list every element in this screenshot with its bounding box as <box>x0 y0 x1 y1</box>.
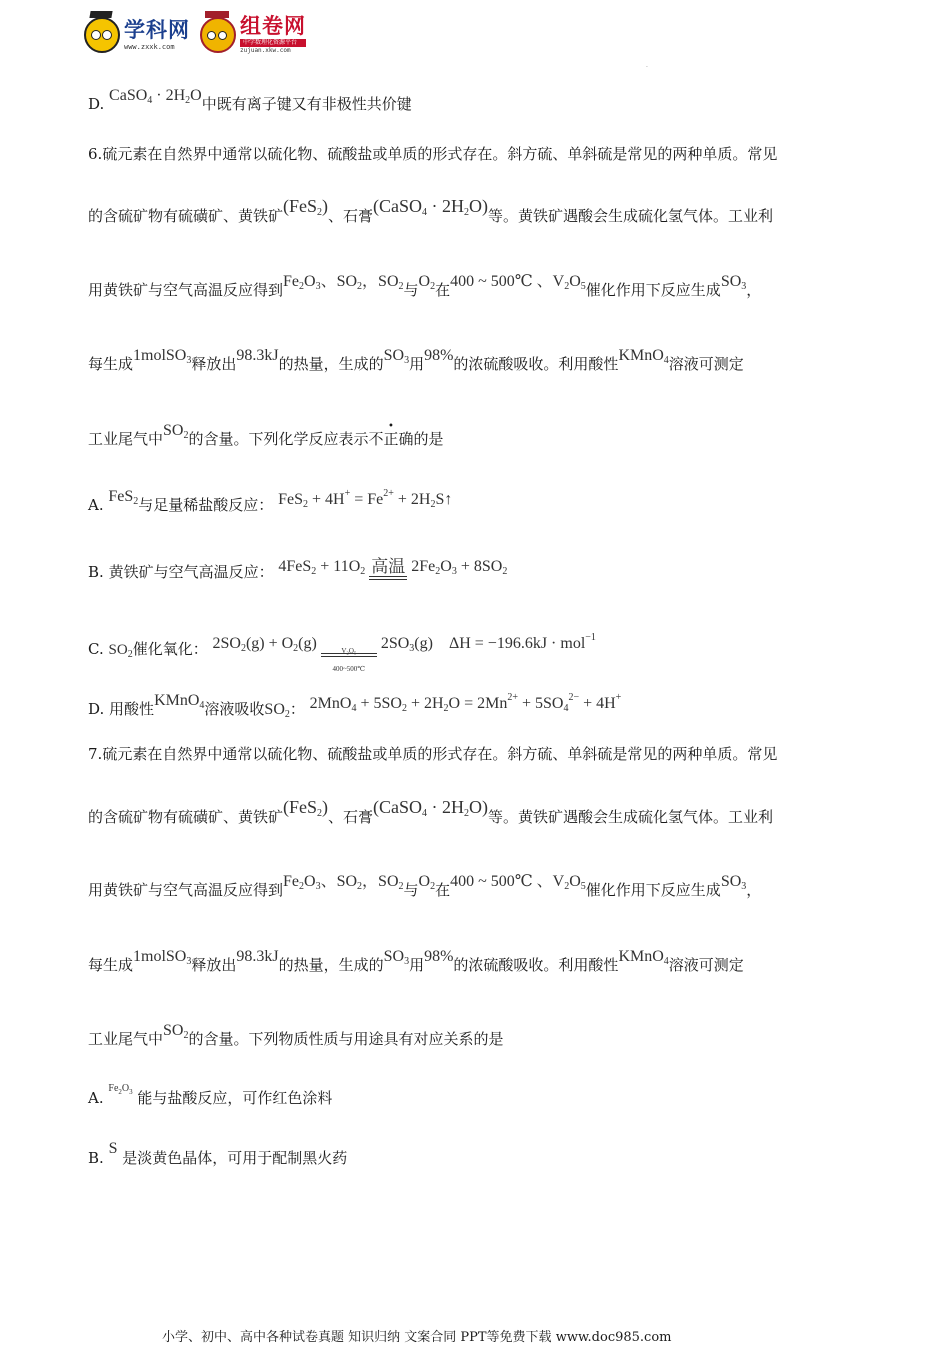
q7-stem-line5 <box>88 1022 504 1055</box>
formula-1molso3: 1molSO$_3$ <box>133 347 192 366</box>
q6-stem-line2 <box>88 196 774 232</box>
q7-option-a <box>88 1083 333 1114</box>
formula-1molso3: 1molSO$_3$ <box>133 948 192 967</box>
equation-d: $2MnO_4 + 5SO_2 + 2H_2O = 2Mn^{2+} + 5SO_4^{2-} + 4H^+$ <box>309 692 622 714</box>
option-text: 能与盐酸反应，可作红色涂料 <box>137 1089 333 1107</box>
reaction-condition: 高温 <box>371 557 406 577</box>
option-text: 与足量稀盐酸反应： <box>138 496 274 514</box>
option-label: C. <box>88 640 104 658</box>
formula-heat: 98.3kJ <box>236 347 279 364</box>
option-label: A. <box>88 1089 104 1107</box>
formula-fe2o3: Fe2O3 <box>108 1083 133 1096</box>
logo1-name: 学科网 <box>124 17 190 42</box>
stem-text: 催化作用下反应生成 <box>585 281 721 299</box>
stem-text: 等。黄铁矿遇酸会生成硫化氢气体。工业利 <box>488 808 774 826</box>
formula-fe2o3-so2: $Fe_2O_3$、$SO_2$，$SO_2$ <box>283 273 404 292</box>
logo2-url: zujuan.xkw.com <box>240 47 291 54</box>
q6-option-a <box>88 490 452 521</box>
stem-text: 硫元素在自然界中通常以硫化物、硫酸盐或单质的形式存在。斜方硫、单斜硫是常见的两种单质。常见 <box>102 745 778 763</box>
formula-o2: $O_2$ <box>418 273 436 292</box>
question-number: 6. <box>88 145 103 163</box>
stem-text: 用黄铁矿与空气高温反应得到 <box>88 881 284 899</box>
dot-mark: . <box>646 62 648 69</box>
stem-text: 工业尾气中 <box>88 1030 164 1048</box>
option-text: 是淡黄色晶体，可用于配制黑火药 <box>122 1149 348 1167</box>
formula-condition: 400 ~ 500℃ 、$V_2O_5$ <box>450 873 586 892</box>
equation-a: $FeS_2 + 4H^+ = Fe^{2+}$ + $2H_2S↑$ <box>278 488 453 510</box>
stem-text: 用 <box>409 956 425 974</box>
formula-heat: 98.3kJ <box>236 948 279 965</box>
formula-so2: $SO_2$ <box>163 422 189 441</box>
stem-text: 等。黄铁矿遇酸会生成硫化氢气体。工业利 <box>488 207 774 225</box>
formula-fe2o3-so2: $Fe_2O_3$、$SO_2$，$SO_2$ <box>283 873 404 892</box>
catalyst-label: V₂O₅ <box>341 647 357 655</box>
formula-fes2: (FeS$_2$) <box>283 196 329 218</box>
formula-so2: $SO_2$ <box>163 1022 189 1041</box>
stem-text: 每生成 <box>88 956 134 974</box>
option-label: D. <box>88 700 105 718</box>
equation-c: $2SO_2(g) + O_2(g)$ $\frac{\text{V₂O₅}}{400\sim 500℃}$ $2SO_3(g)$ ΔH = −196.6kJ · mol$^{-1}$ <box>212 635 595 652</box>
option-text: 用酸性 <box>109 700 155 718</box>
logo2-name: 组卷网 <box>240 14 306 38</box>
option-text: ： <box>289 700 305 718</box>
q7-stem-line3 <box>88 873 762 906</box>
stem-text: 的含量。下列物质性质与用途具有对应关系的是 <box>188 1030 504 1048</box>
question-number: 7. <box>88 745 103 763</box>
stem-text: 释放出 <box>191 956 237 974</box>
stem-text: 用 <box>409 355 425 373</box>
option-label: D. <box>88 95 105 113</box>
formula-so3: $SO_3$ <box>383 948 410 967</box>
q7-stem-line2 <box>88 797 774 833</box>
stem-text: 每生成 <box>88 355 134 373</box>
formula-o2: $O_2$ <box>418 873 436 892</box>
formula-s: S <box>108 1140 118 1157</box>
formula-gypsum: (CaSO$_4$ · $2H_2O$) <box>373 797 489 819</box>
q7-stem-line1 <box>88 744 777 764</box>
formula-so3: $SO_3$ <box>720 873 747 892</box>
q7-stem-line4 <box>88 948 744 981</box>
stem-text: 硫元素在自然界中通常以硫化物、硫酸盐或单质的形式存在。斜方硫、单斜硫是常见的两种单质。常见 <box>102 145 778 163</box>
formula-condition: 400 ~ 500℃ 、$V_2O_5$ <box>450 273 586 292</box>
formula-so3: $SO_3$ <box>383 347 410 366</box>
formula-so2: $SO_2$ <box>264 701 290 720</box>
q5-option-d <box>88 87 412 120</box>
stem-text: ， <box>746 281 762 299</box>
logo2-tag: 中学数理化资源平台 <box>240 39 306 47</box>
stem-text: 工业尾气中 <box>88 430 164 448</box>
stem-text: 的含量。下列化学反应表示 <box>188 430 369 448</box>
option-label: B. <box>88 1149 104 1167</box>
q6-stem-line1 <box>88 144 777 164</box>
option-text: 中既有离子键又有非极性共价键 <box>201 95 412 113</box>
stem-text: 的热量，生成的 <box>278 956 384 974</box>
enthalpy-value: ΔH = −196.6kJ · mol <box>448 635 586 652</box>
formula-98pct: 98% <box>424 948 454 965</box>
formula-kmno4: KMnO$_4$ <box>154 692 205 711</box>
formula-98pct: 98% <box>424 347 454 364</box>
stem-text: 溶液可测定 <box>668 956 744 974</box>
mascot-icon <box>200 17 236 53</box>
stem-text: 与 <box>403 881 419 899</box>
option-label: A. <box>88 496 104 514</box>
formula-gypsum: (CaSO$_4$ · $2H_2O$) <box>373 196 489 218</box>
stem-text: 、石膏 <box>328 808 374 826</box>
stem-text: 在 <box>435 281 451 299</box>
stem-text: 的含硫矿物有硫磺矿、黄铁矿 <box>88 207 284 225</box>
q6-stem-line5 <box>88 422 444 455</box>
stem-text: 催化作用下反应生成 <box>585 881 721 899</box>
equation-b: $4FeS_2 + 11O_2$ 高温 $2Fe_2O_3 + 8SO_2$ <box>278 558 507 575</box>
temperature-label: 400~500℃ <box>332 665 366 673</box>
logo1-url: www.zxxk.com <box>124 42 175 51</box>
formula-kmno4: KMnO$_4$ <box>618 948 669 967</box>
formula-caso4: CaSO$_4$ · $2H_2O$ <box>109 87 202 106</box>
footer-text: 小学、初中、高中各种试卷真题 知识归纳 文案合同 PPT等免费下载 www.doc985.com <box>162 1330 672 1345</box>
stem-text: 、石膏 <box>328 207 374 225</box>
option-text: 黄铁矿与空气高温反应： <box>108 563 274 581</box>
stem-text: 的是 <box>413 430 444 448</box>
stem-text: 与 <box>403 281 419 299</box>
q6-option-d <box>88 694 621 725</box>
q6-option-b <box>88 557 508 588</box>
option-text: 溶液吸收 <box>204 700 265 718</box>
q6-stem-line4 <box>88 347 744 380</box>
option-label: B. <box>88 563 104 581</box>
stem-text: 用黄铁矿与空气高温反应得到 <box>88 281 284 299</box>
stem-text: ， <box>746 881 762 899</box>
stem-text: 溶液可测定 <box>668 355 744 373</box>
formula-so2: $SO_2$ <box>108 642 133 660</box>
stem-text: 在 <box>435 881 451 899</box>
stem-text: 的浓硫酸吸收。利用酸性 <box>453 355 619 373</box>
owl-mascot-icon <box>84 17 120 53</box>
formula-fes2: (FeS$_2$) <box>283 797 329 819</box>
xuekewang-logo <box>84 14 190 56</box>
option-text: 催化氧化： <box>132 640 208 658</box>
q6-stem-line3 <box>88 273 762 306</box>
stem-text: 的含硫矿物有硫磺矿、黄铁矿 <box>88 808 284 826</box>
stem-text: 的热量，生成的 <box>278 355 384 373</box>
zujuanwang-logo <box>200 14 306 56</box>
formula-fes2: FeS$_2$ <box>108 488 139 507</box>
stem-text: 释放出 <box>191 355 237 373</box>
q7-option-b <box>88 1140 348 1169</box>
formula-kmno4: KMnO$_4$ <box>618 347 669 366</box>
stem-text: 的浓硫酸吸收。利用酸性 <box>453 956 619 974</box>
emphasis-text: 不正确 <box>368 430 414 448</box>
formula-so3: $SO_3$ <box>720 273 747 292</box>
